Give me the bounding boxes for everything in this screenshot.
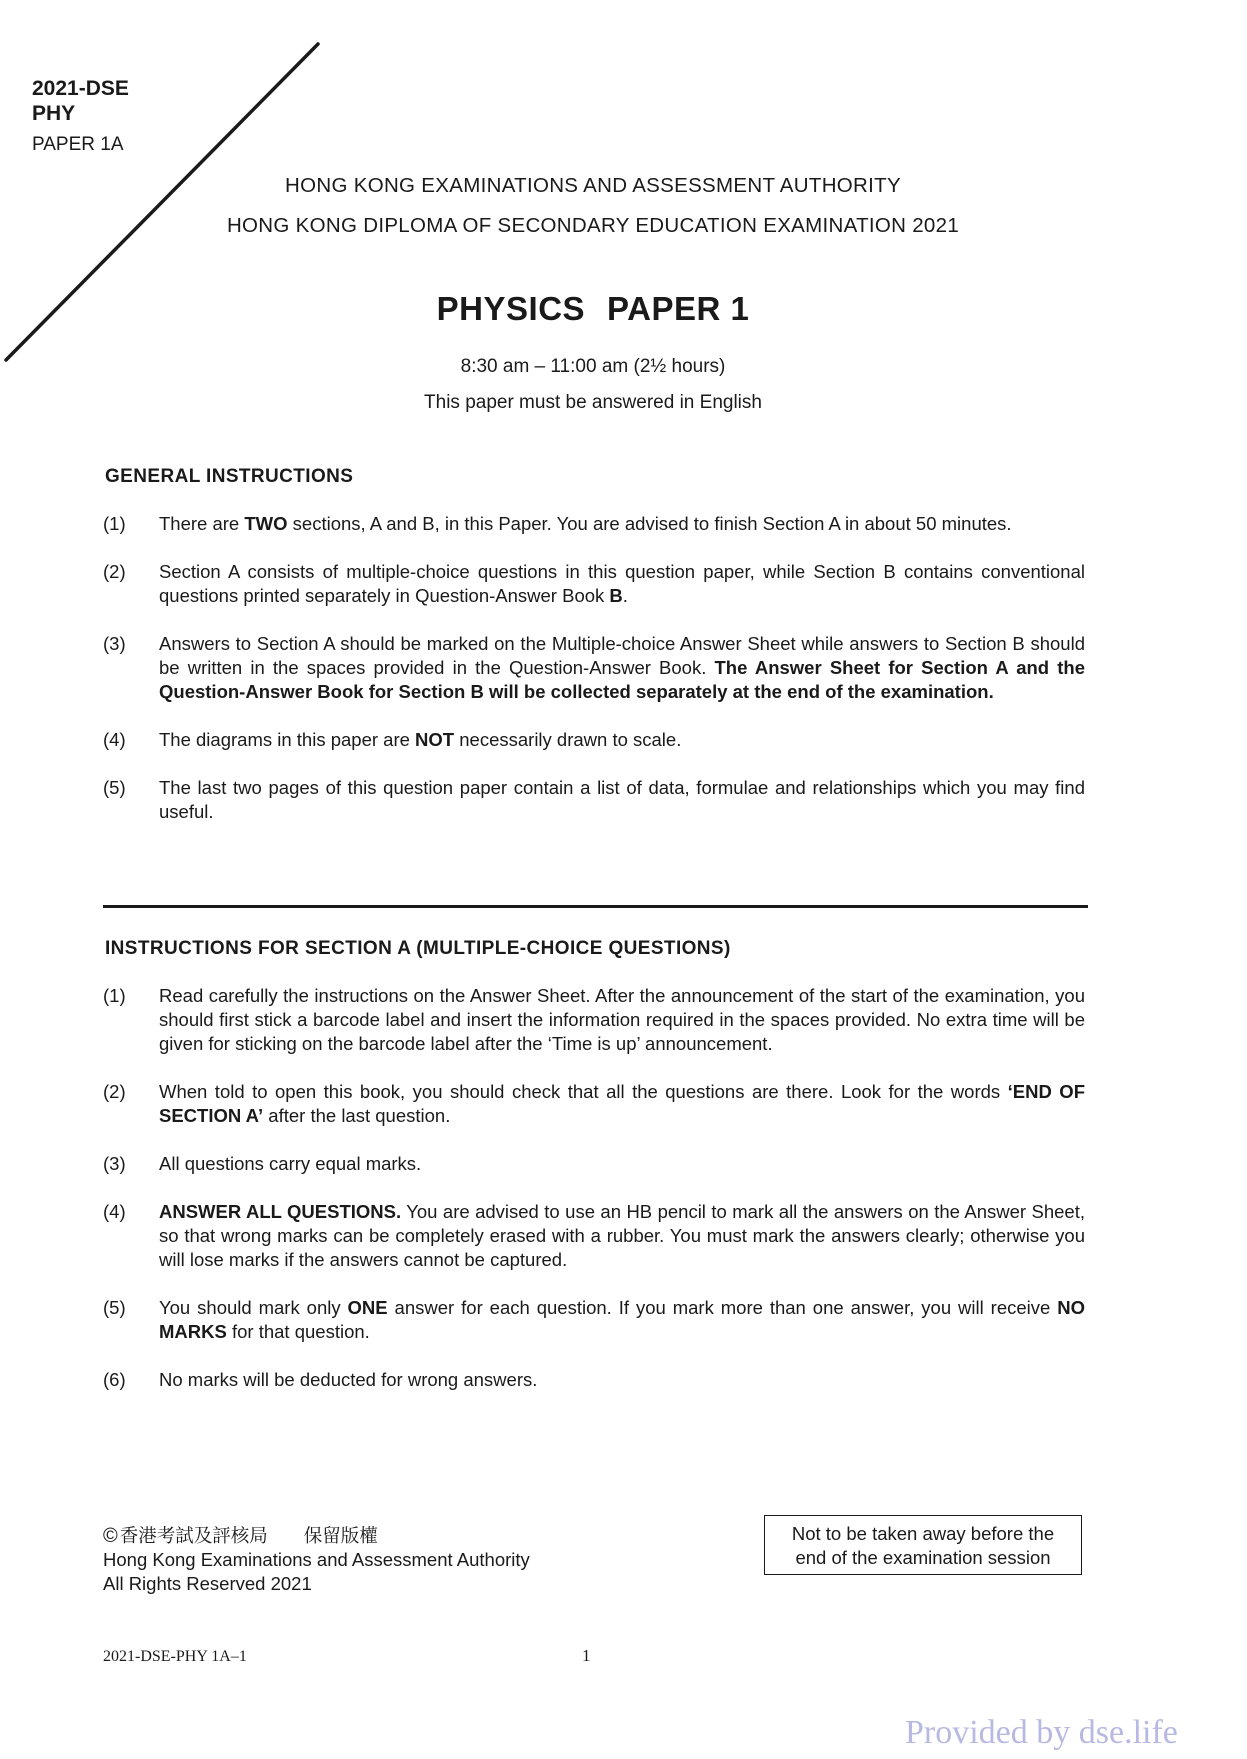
copyright-block — [103, 1524, 530, 1596]
list-item — [103, 1080, 1085, 1128]
list-item — [103, 1200, 1085, 1272]
language-instruction: This paper must be answered in English — [424, 392, 762, 413]
item-number: (4) — [103, 1201, 126, 1222]
paper-label: PAPER 1A — [32, 134, 124, 155]
general-instructions-heading: GENERAL INSTRUCTIONS — [105, 466, 354, 487]
list-item — [103, 632, 1085, 704]
section-divider — [103, 905, 1088, 908]
list-item — [103, 728, 1085, 752]
item-number: (1) — [103, 513, 126, 534]
item-number: (5) — [103, 1297, 126, 1318]
list-item — [103, 512, 1085, 536]
item-text: No marks will be deducted for wrong answers. — [159, 1369, 538, 1390]
list-item — [103, 1296, 1085, 1344]
item-text: The diagrams in this paper are NOT necessarily drawn to scale. — [159, 729, 682, 750]
page-title — [188, 290, 998, 328]
authority-name: HONG KONG EXAMINATIONS AND ASSESSMENT AUTHORITY — [285, 174, 901, 197]
item-text: Answers to Section A should be marked on the Multiple-choice Answer Sheet while answers to Section B should be written in the spaces provided in the Question-Answer Book. The Answer Sheet for Section A and the Question-Answer Book for Section B will be collected separately at the end of the examination. — [159, 633, 1086, 702]
copyright-org-english: Hong Kong Examinations and Assessment Authority — [103, 1549, 530, 1570]
item-number: (4) — [103, 729, 126, 750]
exam-time: 8:30 am – 11:00 am (2½ hours) — [460, 356, 726, 377]
item-text: There are TWO sections, A and B, in this Paper. You are advised to finish Section A in about 50 minutes. — [159, 513, 1012, 534]
copyright-rights-chinese: 保留版權 — [303, 1525, 378, 1546]
page-footer-code: 2021-DSE-PHY 1A–1 — [103, 1648, 247, 1665]
item-number: (5) — [103, 777, 126, 798]
paper-code-subject: PHY — [32, 102, 76, 125]
item-number: (2) — [103, 561, 126, 582]
item-text: The last two pages of this question paper contain a list of data, formulae and relationships which you may find useful. — [159, 777, 1085, 822]
item-number: (3) — [103, 1153, 126, 1174]
general-instructions-list — [103, 512, 1085, 848]
copyright-rights-english: All Rights Reserved 2021 — [103, 1573, 312, 1594]
copyright-chinese-line — [103, 1524, 530, 1548]
paper-code-block — [32, 76, 129, 158]
copyright-symbol: © — [103, 1525, 118, 1547]
item-text: Section A consists of multiple-choice questions in this question paper, while Section B contains conventional questions printed separately in Question-Answer Book B. — [159, 561, 1085, 606]
section-a-heading: INSTRUCTIONS FOR SECTION A (MULTIPLE-CHOICE QUESTIONS) — [105, 938, 731, 959]
list-item — [103, 776, 1085, 824]
watermark-text: Provided by dse.life — [905, 1714, 1178, 1751]
list-item — [103, 984, 1085, 1056]
notice-line-2: end of the examination session — [795, 1547, 1051, 1568]
page-number: 1 — [582, 1646, 591, 1665]
item-text: Read carefully the instructions on the Answer Sheet. After the announcement of the start of the examination, you should first stick a barcode label and insert the information required in the spaces provided. No extra time will be given for sticking on the barcode label after the ‘Time is up’ announcement. — [159, 985, 1085, 1054]
item-text: You should mark only ONE answer for each question. If you mark more than one answer, you will receive NO MARKS for that question. — [159, 1297, 1085, 1342]
notice-box — [764, 1515, 1082, 1575]
examination-name: HONG KONG DIPLOMA OF SECONDARY EDUCATION EXAMINATION 2021 — [226, 214, 960, 237]
title-paper: PAPER 1 — [607, 290, 750, 327]
item-number: (1) — [103, 985, 126, 1006]
item-number: (3) — [103, 633, 126, 654]
list-item — [103, 560, 1085, 608]
item-number: (2) — [103, 1081, 126, 1102]
list-item — [103, 1368, 1085, 1392]
item-number: (6) — [103, 1369, 126, 1390]
paper-code-year: 2021-DSE — [32, 77, 129, 100]
copyright-org-chinese: 香港考試及評核局 — [119, 1525, 268, 1546]
notice-line-1: Not to be taken away before the — [791, 1523, 1055, 1544]
section-a-instructions-list — [103, 984, 1085, 1416]
list-item — [103, 1152, 1085, 1176]
item-text: ANSWER ALL QUESTIONS. You are advised to use an HB pencil to mark all the answers on the Answer Sheet, so that wrong marks can be completely erased with a rubber. You must mark the answers clearly; otherwise you will lose marks if the answers cannot be captured. — [159, 1201, 1085, 1270]
title-subject: PHYSICS — [436, 290, 586, 327]
item-text: When told to open this book, you should check that all the questions are there. Look for the words ‘END OF SECTION A’ after the last question. — [159, 1081, 1085, 1126]
item-text: All questions carry equal marks. — [159, 1153, 422, 1174]
